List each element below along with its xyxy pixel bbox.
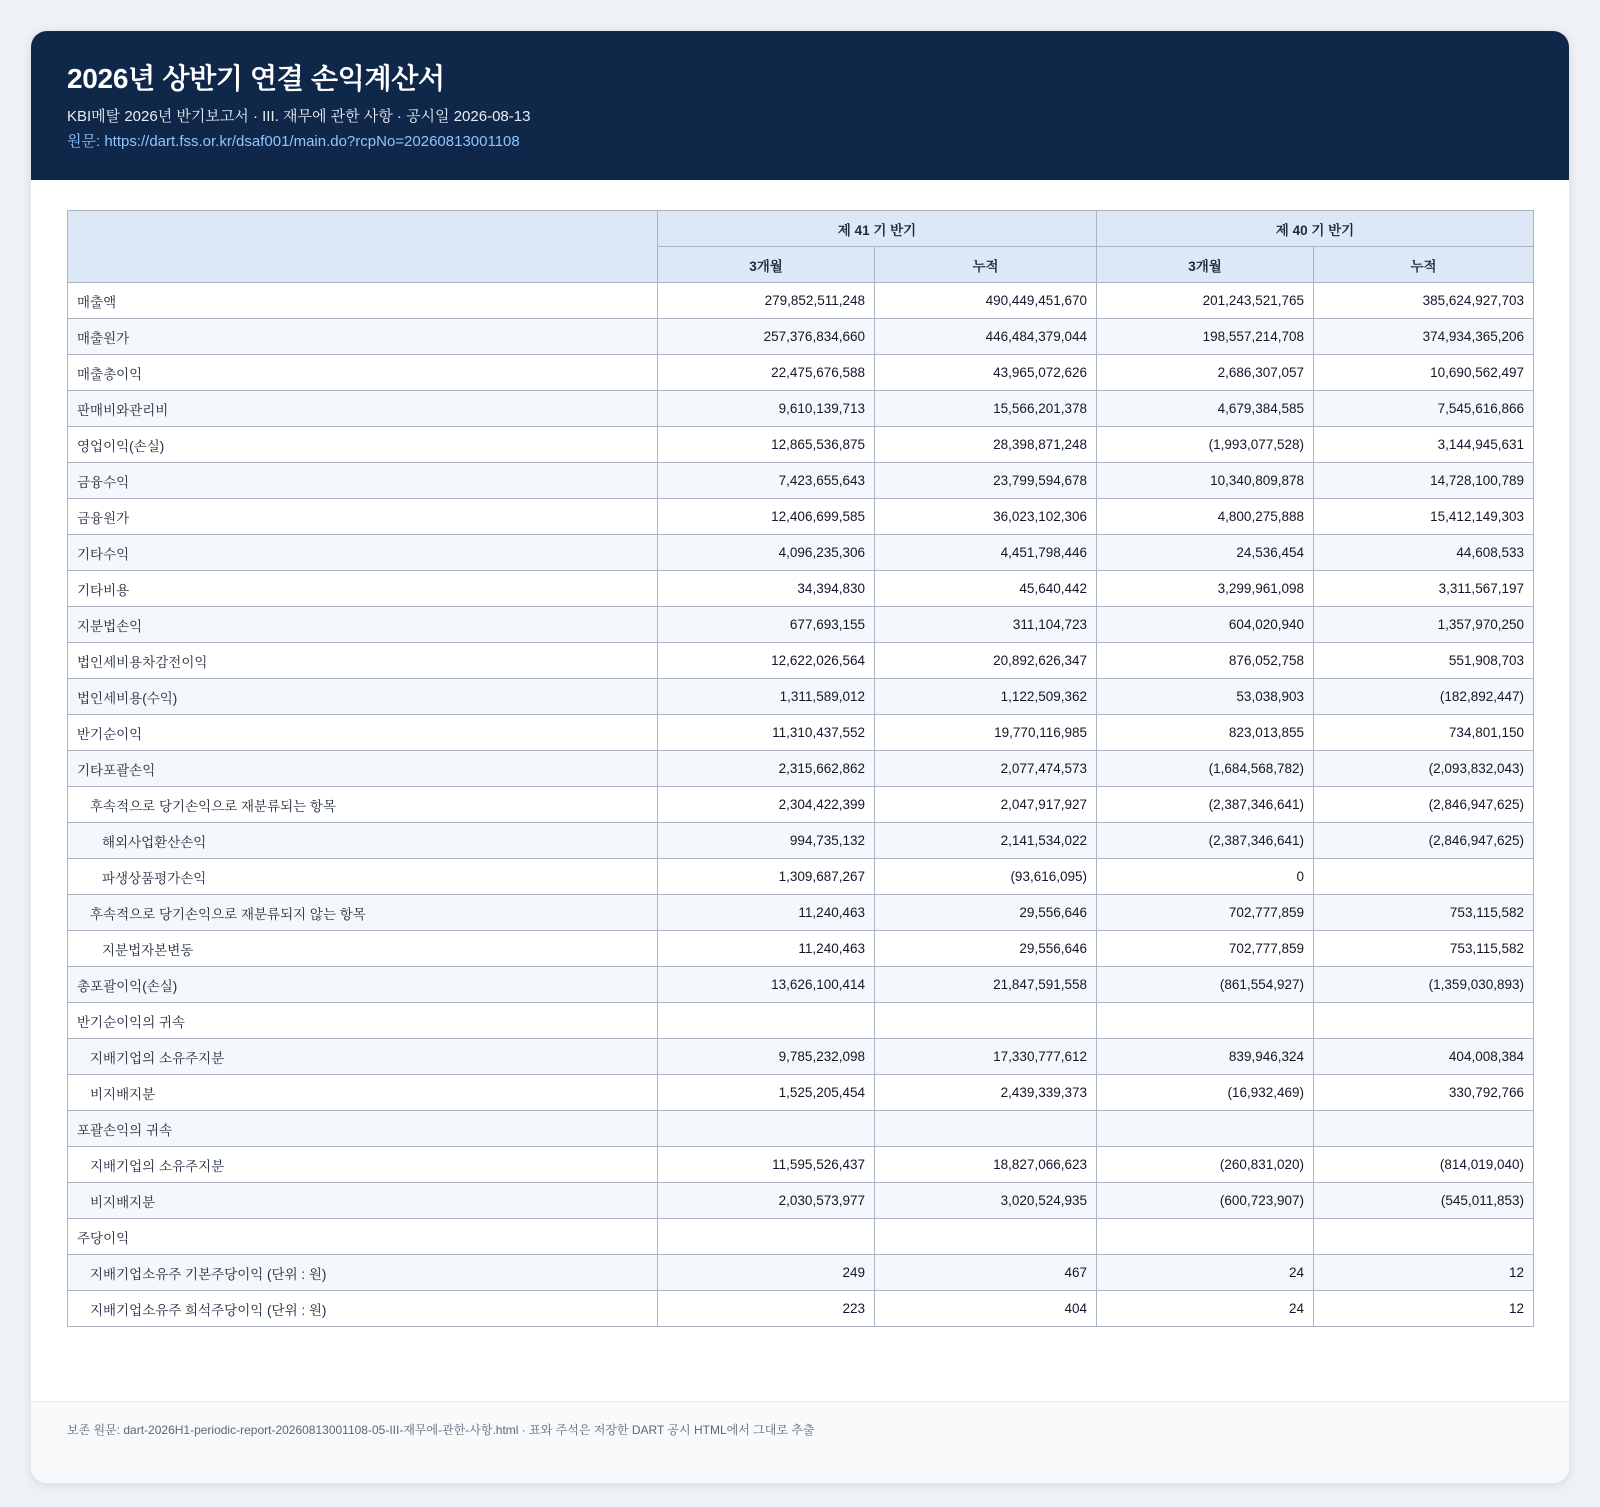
row-label: 판매비와관리비 bbox=[68, 391, 658, 427]
row-value: (2,387,346,641) bbox=[1097, 823, 1314, 859]
row-value: 2,439,339,373 bbox=[875, 1075, 1097, 1111]
row-value: 677,693,155 bbox=[658, 607, 875, 643]
row-value: 994,735,132 bbox=[658, 823, 875, 859]
row-value: (2,093,832,043) bbox=[1314, 751, 1534, 787]
row-value: 3,299,961,098 bbox=[1097, 571, 1314, 607]
row-value: 279,852,511,248 bbox=[658, 283, 875, 319]
row-value: 223 bbox=[658, 1291, 875, 1327]
row-value: (182,892,447) bbox=[1314, 679, 1534, 715]
row-value: 28,398,871,248 bbox=[875, 427, 1097, 463]
row-value: 551,908,703 bbox=[1314, 643, 1534, 679]
row-value: 257,376,834,660 bbox=[658, 319, 875, 355]
table-row bbox=[68, 319, 1534, 355]
row-value: (2,387,346,641) bbox=[1097, 787, 1314, 823]
row-value: 2,047,917,927 bbox=[875, 787, 1097, 823]
row-value: 604,020,940 bbox=[1097, 607, 1314, 643]
row-value: (1,684,568,782) bbox=[1097, 751, 1314, 787]
row-value: 467 bbox=[875, 1255, 1097, 1291]
report-card bbox=[31, 31, 1569, 1483]
row-value: 43,965,072,626 bbox=[875, 355, 1097, 391]
row-value: 876,052,758 bbox=[1097, 643, 1314, 679]
table-row bbox=[68, 1075, 1534, 1111]
row-label: 총포괄이익(손실) bbox=[68, 967, 658, 1003]
row-value: 7,423,655,643 bbox=[658, 463, 875, 499]
table-row bbox=[68, 1255, 1534, 1291]
row-value: 29,556,646 bbox=[875, 895, 1097, 931]
row-value bbox=[658, 1111, 875, 1147]
income-statement-table-wrap bbox=[67, 210, 1533, 1327]
row-value: 490,449,451,670 bbox=[875, 283, 1097, 319]
row-label: 파생상품평가손익 bbox=[68, 859, 658, 895]
row-value: 15,412,149,303 bbox=[1314, 499, 1534, 535]
row-label: 포괄손익의 귀속 bbox=[68, 1111, 658, 1147]
row-value bbox=[1314, 1111, 1534, 1147]
row-value: 11,240,463 bbox=[658, 931, 875, 967]
row-value: 404 bbox=[875, 1291, 1097, 1327]
row-label: 법인세비용(수익) bbox=[68, 679, 658, 715]
row-value: 2,686,307,057 bbox=[1097, 355, 1314, 391]
row-value: 12,865,536,875 bbox=[658, 427, 875, 463]
row-value: 11,595,526,437 bbox=[658, 1147, 875, 1183]
row-value: (260,831,020) bbox=[1097, 1147, 1314, 1183]
row-value: 446,484,379,044 bbox=[875, 319, 1097, 355]
row-value bbox=[658, 1219, 875, 1255]
row-value bbox=[875, 1219, 1097, 1255]
row-label: 지배기업의 소유주지분 bbox=[68, 1147, 658, 1183]
row-value: 201,243,521,765 bbox=[1097, 283, 1314, 319]
row-value: 14,728,100,789 bbox=[1314, 463, 1534, 499]
row-value: (1,993,077,528) bbox=[1097, 427, 1314, 463]
table-row bbox=[68, 1291, 1534, 1327]
row-value bbox=[1097, 1111, 1314, 1147]
table-row bbox=[68, 1183, 1534, 1219]
row-value: 1,525,205,454 bbox=[658, 1075, 875, 1111]
table-row bbox=[68, 715, 1534, 751]
row-label: 지배기업소유주 기본주당이익 (단위 : 원) bbox=[68, 1255, 658, 1291]
row-value: 702,777,859 bbox=[1097, 895, 1314, 931]
row-label: 비지배지분 bbox=[68, 1075, 658, 1111]
row-value: 19,770,116,985 bbox=[875, 715, 1097, 751]
row-value: (545,011,853) bbox=[1314, 1183, 1534, 1219]
row-value: 823,013,855 bbox=[1097, 715, 1314, 751]
row-value: 4,096,235,306 bbox=[658, 535, 875, 571]
row-value: 12 bbox=[1314, 1255, 1534, 1291]
row-value: 404,008,384 bbox=[1314, 1039, 1534, 1075]
row-value: 17,330,777,612 bbox=[875, 1039, 1097, 1075]
row-label: 지배기업소유주 희석주당이익 (단위 : 원) bbox=[68, 1291, 658, 1327]
table-row bbox=[68, 751, 1534, 787]
row-value: 45,640,442 bbox=[875, 571, 1097, 607]
row-label: 반기순이익 bbox=[68, 715, 658, 751]
table-row bbox=[68, 1111, 1534, 1147]
row-value: 24,536,454 bbox=[1097, 535, 1314, 571]
row-value: 3,144,945,631 bbox=[1314, 427, 1534, 463]
row-value: 53,038,903 bbox=[1097, 679, 1314, 715]
row-value: (814,019,040) bbox=[1314, 1147, 1534, 1183]
footer-note: 보존 원문: dart-2026H1-periodic-report-20260813001108-05-III-재무에-관한-사항.html · 표와 주석은 저장한 DART 공시 HTML에서 그대로 추출 bbox=[31, 1401, 1569, 1483]
row-label: 반기순이익의 귀속 bbox=[68, 1003, 658, 1039]
row-label: 매출원가 bbox=[68, 319, 658, 355]
table-row bbox=[68, 1219, 1534, 1255]
row-value: 9,785,232,098 bbox=[658, 1039, 875, 1075]
row-value: 734,801,150 bbox=[1314, 715, 1534, 751]
row-value: 249 bbox=[658, 1255, 875, 1291]
table-row bbox=[68, 1147, 1534, 1183]
row-value: 24 bbox=[1097, 1255, 1314, 1291]
row-value: 0 bbox=[1097, 859, 1314, 895]
table-row bbox=[68, 283, 1534, 319]
row-value bbox=[1314, 1219, 1534, 1255]
row-value: 12,622,026,564 bbox=[658, 643, 875, 679]
table-row bbox=[68, 643, 1534, 679]
row-value: 11,240,463 bbox=[658, 895, 875, 931]
row-label: 후속적으로 당기손익으로 재분류되는 항목 bbox=[68, 787, 658, 823]
table-row bbox=[68, 859, 1534, 895]
table-row bbox=[68, 571, 1534, 607]
row-value: 10,690,562,497 bbox=[1314, 355, 1534, 391]
row-value: 4,679,384,585 bbox=[1097, 391, 1314, 427]
row-value: 3,311,567,197 bbox=[1314, 571, 1534, 607]
row-value: 22,475,676,588 bbox=[658, 355, 875, 391]
row-value: 753,115,582 bbox=[1314, 895, 1534, 931]
table-row bbox=[68, 931, 1534, 967]
header-period-41: 제 41 기 반기 bbox=[658, 211, 1097, 247]
table-row bbox=[68, 607, 1534, 643]
row-value: 374,934,365,206 bbox=[1314, 319, 1534, 355]
row-value bbox=[1314, 859, 1534, 895]
row-value: 9,610,139,713 bbox=[658, 391, 875, 427]
row-value: (1,359,030,893) bbox=[1314, 967, 1534, 1003]
table-row bbox=[68, 355, 1534, 391]
row-value: 18,827,066,623 bbox=[875, 1147, 1097, 1183]
row-label: 지분법손익 bbox=[68, 607, 658, 643]
source-link[interactable]: 원문: https://dart.fss.or.kr/dsaf001/main.do?rcpNo=20260813001108 bbox=[67, 133, 520, 150]
row-label: 금융원가 bbox=[68, 499, 658, 535]
row-value: 753,115,582 bbox=[1314, 931, 1534, 967]
row-value: 36,023,102,306 bbox=[875, 499, 1097, 535]
row-label: 매출총이익 bbox=[68, 355, 658, 391]
table-body bbox=[68, 283, 1534, 1327]
row-value: (93,616,095) bbox=[875, 859, 1097, 895]
row-label: 주당이익 bbox=[68, 1219, 658, 1255]
row-label: 해외사업환산손익 bbox=[68, 823, 658, 859]
row-label: 영업이익(손실) bbox=[68, 427, 658, 463]
row-value: 13,626,100,414 bbox=[658, 967, 875, 1003]
row-label: 기타수익 bbox=[68, 535, 658, 571]
table-row bbox=[68, 463, 1534, 499]
header-40-cumulative: 누적 bbox=[1314, 247, 1534, 283]
row-value bbox=[875, 1111, 1097, 1147]
row-value: 3,020,524,935 bbox=[875, 1183, 1097, 1219]
page-title: 2026년 상반기 연결 손익계산서 bbox=[67, 63, 445, 94]
row-label: 매출액 bbox=[68, 283, 658, 319]
row-label: 기타비용 bbox=[68, 571, 658, 607]
row-value: 23,799,594,678 bbox=[875, 463, 1097, 499]
table-row bbox=[68, 679, 1534, 715]
row-value: 1,309,687,267 bbox=[658, 859, 875, 895]
table-header bbox=[68, 211, 1534, 283]
table-row bbox=[68, 1003, 1534, 1039]
table-row bbox=[68, 895, 1534, 931]
row-value: (2,846,947,625) bbox=[1314, 823, 1534, 859]
header-account-column bbox=[68, 211, 658, 283]
header-40-three-months: 3개월 bbox=[1097, 247, 1314, 283]
row-value: 385,624,927,703 bbox=[1314, 283, 1534, 319]
table-row bbox=[68, 391, 1534, 427]
row-value: 198,557,214,708 bbox=[1097, 319, 1314, 355]
row-value: 2,141,534,022 bbox=[875, 823, 1097, 859]
table-row bbox=[68, 427, 1534, 463]
row-value: 330,792,766 bbox=[1314, 1075, 1534, 1111]
row-value: (861,554,927) bbox=[1097, 967, 1314, 1003]
row-value: 2,077,474,573 bbox=[875, 751, 1097, 787]
header-period-40: 제 40 기 반기 bbox=[1097, 211, 1534, 247]
row-value bbox=[1097, 1003, 1314, 1039]
row-value bbox=[658, 1003, 875, 1039]
row-value: (600,723,907) bbox=[1097, 1183, 1314, 1219]
row-value: 311,104,723 bbox=[875, 607, 1097, 643]
row-value bbox=[1097, 1219, 1314, 1255]
row-value: 24 bbox=[1097, 1291, 1314, 1327]
table-row bbox=[68, 535, 1534, 571]
row-label: 후속적으로 당기손익으로 재분류되지 않는 항목 bbox=[68, 895, 658, 931]
report-header bbox=[31, 31, 1569, 180]
header-41-three-months: 3개월 bbox=[658, 247, 875, 283]
row-value bbox=[1314, 1003, 1534, 1039]
row-value: 12,406,699,585 bbox=[658, 499, 875, 535]
row-label: 비지배지분 bbox=[68, 1183, 658, 1219]
income-statement-table bbox=[67, 210, 1534, 1327]
row-value: 21,847,591,558 bbox=[875, 967, 1097, 1003]
table-row bbox=[68, 967, 1534, 1003]
report-meta: KBI메탈 2026년 반기보고서 · III. 재무에 관한 사항 · 공시일 2026-08-13 bbox=[67, 108, 531, 125]
row-value: 12 bbox=[1314, 1291, 1534, 1327]
table-row bbox=[68, 787, 1534, 823]
row-value: (16,932,469) bbox=[1097, 1075, 1314, 1111]
row-value: 4,800,275,888 bbox=[1097, 499, 1314, 535]
row-value: 1,311,589,012 bbox=[658, 679, 875, 715]
row-label: 기타포괄손익 bbox=[68, 751, 658, 787]
row-value: 29,556,646 bbox=[875, 931, 1097, 967]
row-value: 20,892,626,347 bbox=[875, 643, 1097, 679]
row-label: 지배기업의 소유주지분 bbox=[68, 1039, 658, 1075]
row-value: 4,451,798,446 bbox=[875, 535, 1097, 571]
row-value: 34,394,830 bbox=[658, 571, 875, 607]
row-value: 2,304,422,399 bbox=[658, 787, 875, 823]
header-41-cumulative: 누적 bbox=[875, 247, 1097, 283]
row-value: 1,122,509,362 bbox=[875, 679, 1097, 715]
row-value: (2,846,947,625) bbox=[1314, 787, 1534, 823]
row-value: 702,777,859 bbox=[1097, 931, 1314, 967]
row-label: 법인세비용차감전이익 bbox=[68, 643, 658, 679]
table-row bbox=[68, 499, 1534, 535]
table-row bbox=[68, 1039, 1534, 1075]
row-value: 1,357,970,250 bbox=[1314, 607, 1534, 643]
row-value: 839,946,324 bbox=[1097, 1039, 1314, 1075]
row-value: 11,310,437,552 bbox=[658, 715, 875, 751]
row-value bbox=[875, 1003, 1097, 1039]
row-label: 지분법자본변동 bbox=[68, 931, 658, 967]
row-value: 2,315,662,862 bbox=[658, 751, 875, 787]
row-label: 금융수익 bbox=[68, 463, 658, 499]
row-value: 15,566,201,378 bbox=[875, 391, 1097, 427]
row-value: 2,030,573,977 bbox=[658, 1183, 875, 1219]
table-row bbox=[68, 823, 1534, 859]
row-value: 44,608,533 bbox=[1314, 535, 1534, 571]
row-value: 7,545,616,866 bbox=[1314, 391, 1534, 427]
row-value: 10,340,809,878 bbox=[1097, 463, 1314, 499]
